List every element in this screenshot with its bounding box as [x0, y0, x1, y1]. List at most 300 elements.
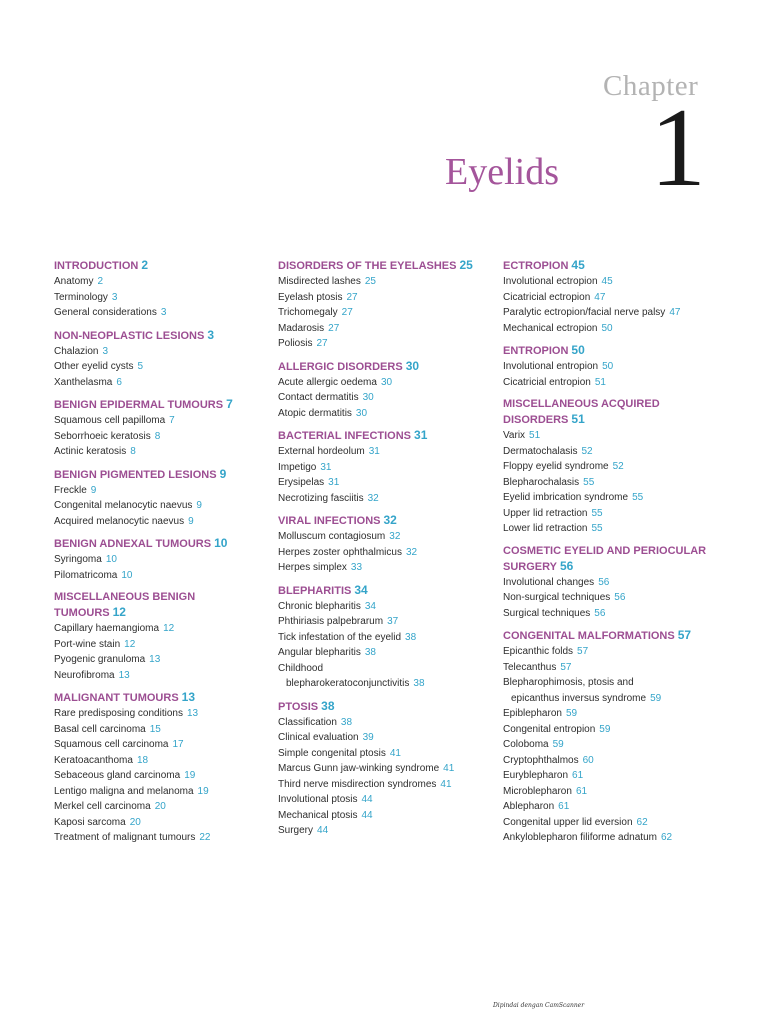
chapter-title: Eyelids [445, 151, 559, 193]
section-heading [54, 590, 269, 621]
section-heading-text: VIRAL INFECTIONS [278, 515, 381, 527]
entry-page-number: 47 [594, 291, 606, 303]
section-heading-text: MISCELLANEOUS ACQUIRED DISORDERS [503, 398, 660, 426]
toc-entry [278, 444, 493, 460]
entry-title: Squamous cell carcinoma [54, 739, 169, 750]
entry-page-number: 38 [405, 631, 417, 643]
entry-title: Marcus Gunn jaw-winking syndrome [278, 763, 440, 774]
entry-page-number: 45 [601, 276, 613, 287]
toc-entry [278, 630, 493, 646]
section-page-number: 34 [354, 582, 368, 597]
entry-page-number: 2 [97, 276, 104, 287]
toc-section [278, 513, 493, 576]
toc-entry [54, 429, 269, 445]
toc-entry [278, 290, 493, 306]
toc-entry [54, 413, 269, 429]
toc-entry [503, 428, 718, 444]
entry-page-number: 56 [614, 592, 626, 603]
entry-title: Surgery [278, 825, 314, 836]
entry-page-number: 3 [160, 307, 167, 318]
entry-page-number: 19 [184, 770, 196, 781]
toc-entry [503, 606, 718, 622]
entry-page-number: 19 [197, 785, 209, 797]
section-page-number: 13 [181, 690, 196, 704]
toc-entry [278, 529, 493, 545]
entry-page-number: 50 [602, 361, 614, 372]
section-heading [54, 328, 269, 344]
section-page-number: 31 [414, 428, 428, 442]
entry-page-number: 37 [387, 616, 399, 627]
toc-entry [54, 552, 269, 568]
toc-section [54, 397, 269, 460]
entry-page-number: 41 [440, 778, 452, 790]
toc-entry [278, 406, 493, 422]
section-heading [278, 359, 493, 375]
entry-title: Capillary haemangioma [54, 623, 160, 634]
entry-page-number: 44 [361, 794, 373, 805]
entry-page-number: 20 [154, 801, 166, 812]
toc-entry [54, 753, 269, 769]
entry-title: Upper lid retraction [503, 507, 588, 519]
entry-title: Ablepharon [503, 801, 555, 812]
toc-section [54, 467, 269, 530]
section-page-number: 10 [214, 536, 228, 550]
toc-section [54, 328, 269, 391]
section-heading [278, 583, 493, 599]
section-heading-text: CONGENITAL MALFORMATIONS [503, 630, 675, 642]
entry-page-number: 8 [130, 446, 136, 457]
toc-section [278, 359, 493, 422]
section-heading-text: DISORDERS OF THE EYELASHES [278, 260, 457, 272]
toc-entry [503, 521, 718, 537]
entry-page-number: 8 [154, 430, 161, 442]
entry-page-number: 57 [577, 646, 589, 657]
toc-entry [503, 644, 718, 660]
entry-page-number: 56 [594, 607, 606, 619]
toc-column-2 [278, 258, 493, 846]
toc-column-1 [54, 258, 269, 853]
entry-page-number: 32 [367, 492, 379, 504]
toc-section [278, 428, 493, 506]
toc-section [503, 544, 718, 622]
scanner-credit: Dipindai dengan CamScanner [493, 1002, 585, 1009]
entry-title: Squamous cell papilloma [54, 415, 166, 426]
entry-title: Necrotizing fasciitis [278, 492, 364, 504]
toc-entry [54, 637, 269, 653]
entry-title: Phthiriasis palpebrarum [278, 616, 384, 627]
section-heading-text: BENIGN ADNEXAL TUMOURS [54, 538, 212, 550]
section-heading-text: BLEPHARITIS [278, 584, 352, 597]
entry-title: Sebaceous gland carcinoma [54, 770, 181, 781]
toc-entry [54, 737, 269, 753]
entry-page-number: 59 [565, 708, 578, 719]
entry-page-number: 41 [389, 747, 401, 759]
entry-title: Floppy eyelid syndrome [503, 461, 609, 472]
toc-entry [278, 336, 493, 352]
section-page-number: 3 [207, 327, 215, 342]
entry-title: Tick infestation of the eyelid [278, 631, 402, 643]
entry-title: Mechanical ptosis [278, 809, 358, 821]
entry-title: Actinic keratosis [54, 446, 127, 457]
entry-page-number: 33 [350, 562, 363, 573]
entry-title: Simple congenital ptosis [278, 747, 386, 759]
entry-page-number: 12 [124, 638, 136, 650]
toc-entry [278, 761, 493, 777]
entry-title: blepharokeratoconjunctivitis [286, 678, 410, 689]
entry-title: Childhood [278, 662, 324, 674]
toc-section [54, 258, 269, 321]
toc-section [503, 397, 718, 537]
section-page-number: 32 [383, 513, 397, 527]
toc-entry [278, 321, 493, 337]
entry-page-number: 61 [575, 785, 588, 797]
section-page-number: 12 [112, 605, 126, 619]
entry-title: Epicanthic folds [503, 646, 574, 657]
entry-title: Anatomy [54, 276, 94, 287]
section-page-number: 30 [405, 358, 420, 373]
entry-page-number: 59 [599, 723, 611, 735]
section-heading [503, 397, 718, 428]
entry-page-number: 39 [362, 732, 374, 743]
entry-title: Herpes simplex [278, 562, 347, 573]
toc-entry [54, 668, 269, 684]
entry-page-number: 30 [362, 392, 374, 403]
toc-entry [278, 645, 493, 661]
toc-entry [503, 305, 718, 321]
entry-title: Acute allergic oedema [278, 376, 377, 388]
toc-entry [503, 444, 718, 460]
entry-title: Herpes zoster ophthalmicus [278, 546, 402, 558]
toc-section [278, 583, 493, 692]
entry-page-number: 44 [361, 809, 373, 821]
section-page-number: 57 [677, 628, 692, 642]
entry-page-number: 55 [591, 507, 603, 519]
toc-entry [278, 390, 493, 406]
section-heading-text: INTRODUCTION [54, 260, 139, 272]
entry-title: Freckle [54, 484, 87, 496]
toc-entry [278, 599, 493, 615]
entry-page-number: 57 [560, 661, 572, 673]
entry-page-number: 32 [405, 546, 418, 558]
section-heading [54, 536, 269, 552]
entry-title: Contact dermatitis [278, 392, 359, 403]
toc-entry [54, 274, 269, 290]
section-heading [54, 467, 269, 483]
entry-title: Chalazion [54, 345, 99, 357]
entry-page-number: 31 [368, 446, 380, 457]
entry-page-number: 15 [149, 723, 161, 735]
entry-page-number: 38 [340, 716, 353, 728]
toc-entry [54, 498, 269, 514]
toc-entry [54, 483, 269, 499]
entry-page-number: 31 [328, 477, 340, 488]
toc-entry [278, 614, 493, 630]
toc-entry [503, 737, 718, 753]
entry-page-number: 31 [320, 461, 332, 473]
entry-page-number: 10 [105, 554, 117, 565]
toc-entry [503, 590, 718, 606]
toc-entry [503, 359, 718, 375]
entry-title: Madarosis [278, 322, 325, 334]
entry-title: Involutional ptosis [278, 794, 358, 805]
toc-entry [278, 808, 493, 824]
entry-page-number: 3 [111, 291, 118, 303]
entry-title: Terminology [54, 291, 108, 303]
entry-title: Non-surgical techniques [503, 592, 611, 603]
entry-page-number: 59 [650, 692, 662, 704]
toc-entry [503, 575, 718, 591]
toc-entry [54, 375, 269, 391]
toc-entry [278, 475, 493, 491]
section-heading-text: BENIGN PIGMENTED LESIONS [54, 468, 217, 481]
entry-page-number: 50 [601, 322, 613, 334]
toc-entry [278, 730, 493, 746]
entry-title: Epiblepharon [503, 708, 562, 719]
entry-title: Euryblepharon [503, 770, 569, 781]
entry-page-number: 32 [389, 531, 401, 542]
entry-title: Misdirected lashes [278, 276, 361, 287]
entry-title: Third nerve misdirection syndromes [278, 778, 437, 790]
toc-section [503, 343, 718, 390]
toc-entry [278, 715, 493, 731]
toc-entry [54, 815, 269, 831]
toc-entry [503, 691, 718, 707]
entry-title: Pilomatricoma [54, 569, 118, 581]
entry-title: Clinical evaluation [278, 732, 359, 743]
section-heading [54, 397, 269, 413]
entry-page-number: 9 [90, 484, 97, 496]
chapter-number: 1 [650, 86, 706, 210]
section-page-number: 9 [219, 466, 227, 481]
entry-page-number: 61 [572, 770, 584, 781]
section-page-number: 7 [226, 397, 233, 411]
toc-entry [503, 722, 718, 738]
section-heading [503, 258, 718, 274]
entry-title: Cicatricial entropion [503, 376, 591, 388]
entry-page-number: 55 [632, 492, 644, 503]
entry-title: Dermatochalasis [503, 445, 578, 457]
entry-page-number: 47 [669, 307, 681, 318]
toc-entry [503, 274, 718, 290]
entry-page-number: 27 [341, 307, 353, 318]
entry-page-number: 52 [612, 461, 624, 472]
toc-entry [503, 830, 718, 846]
section-heading [503, 343, 718, 359]
entry-title: Pyogenic granuloma [54, 654, 146, 665]
toc-entry [278, 491, 493, 507]
entry-title: Kaposi sarcoma [54, 816, 126, 828]
entry-page-number: 22 [199, 832, 211, 843]
entry-title: External hordeolum [278, 446, 365, 457]
entry-page-number: 30 [355, 407, 368, 419]
entry-title: Involutional changes [503, 576, 595, 588]
entry-title: Neurofibroma [54, 669, 115, 681]
toc-entry [54, 652, 269, 668]
toc-section [54, 690, 269, 846]
entry-page-number: 25 [364, 276, 376, 287]
toc-entry [503, 675, 718, 691]
toc-section [54, 590, 269, 683]
entry-page-number: 18 [136, 754, 149, 766]
entry-title: Treatment of malignant tumours [54, 832, 196, 843]
section-heading-text: PTOSIS [278, 700, 319, 713]
entry-title: Keratoacanthoma [54, 754, 133, 766]
entry-title: Varix [503, 430, 526, 441]
toc-entry [278, 792, 493, 808]
entry-page-number: 44 [317, 825, 329, 836]
toc-entry [54, 722, 269, 738]
toc-section [54, 536, 269, 583]
toc-entry [54, 706, 269, 722]
chapter-label: Chapter [603, 70, 699, 102]
toc-entry [503, 799, 718, 815]
toc-entry [278, 560, 493, 576]
entry-title: Paralytic ectropion/facial nerve palsy [503, 307, 666, 318]
toc-entry [503, 475, 718, 491]
entry-title: Surgical techniques [503, 607, 591, 619]
entry-page-number: 12 [163, 623, 175, 634]
section-page-number: 51 [571, 412, 585, 426]
toc-entry [54, 621, 269, 637]
section-heading-text: MISCELLANEOUS BENIGN TUMOURS [54, 591, 196, 619]
entry-page-number: 41 [443, 763, 455, 774]
section-heading [278, 699, 493, 715]
entry-page-number: 13 [186, 708, 199, 719]
toc-entry [278, 375, 493, 391]
section-heading [503, 628, 718, 644]
entry-page-number: 56 [598, 576, 610, 588]
toc-entry [278, 460, 493, 476]
entry-page-number: 3 [102, 345, 109, 357]
entry-page-number: 7 [169, 415, 175, 426]
toc-entry [278, 305, 493, 321]
entry-title: Lentigo maligna and melanoma [54, 785, 194, 797]
entry-page-number: 27 [328, 322, 340, 334]
entry-page-number: 20 [129, 816, 141, 828]
entry-page-number: 5 [137, 361, 144, 372]
entry-page-number: 51 [594, 376, 606, 388]
toc-section [278, 699, 493, 839]
toc-entry [54, 305, 269, 321]
entry-page-number: 61 [558, 801, 570, 812]
entry-title: Cryptophthalmos [503, 754, 579, 766]
entry-page-number: 55 [583, 476, 595, 488]
entry-title: Coloboma [503, 739, 549, 750]
entry-page-number: 60 [582, 754, 594, 766]
entry-page-number: 13 [149, 654, 161, 665]
toc-entry [278, 274, 493, 290]
section-heading [503, 544, 718, 575]
toc-entry [503, 660, 718, 676]
entry-title: Erysipelas [278, 477, 325, 488]
section-heading [54, 690, 269, 706]
entry-title: Congenital upper lid eversion [503, 816, 633, 828]
entry-title: Involutional ectropion [503, 276, 598, 287]
section-heading-text: MALIGNANT TUMOURS [54, 692, 179, 704]
toc-entry [503, 768, 718, 784]
section-page-number: 50 [571, 343, 585, 357]
toc-section [503, 258, 718, 336]
section-heading [278, 513, 493, 529]
entry-page-number: 13 [118, 669, 130, 681]
entry-title: Cicatricial ectropion [503, 291, 591, 303]
entry-title: Merkel cell carcinoma [54, 801, 151, 812]
entry-title: Microblepharon [503, 785, 572, 797]
entry-title: Seborrhoeic keratosis [54, 430, 151, 442]
toc-entry [278, 676, 493, 692]
entry-title: Basal cell carcinoma [54, 723, 146, 735]
toc-entry [503, 321, 718, 337]
entry-page-number: 62 [660, 832, 673, 843]
toc-entry [503, 815, 718, 831]
toc-column-3 [503, 258, 718, 853]
entry-title: Eyelash ptosis [278, 291, 343, 303]
entry-title: Eyelid imbrication syndrome [503, 492, 629, 503]
entry-title: Involutional entropion [503, 361, 599, 372]
toc-entry [54, 830, 269, 846]
toc-entry [54, 799, 269, 815]
toc-entry [503, 459, 718, 475]
toc-entry [54, 344, 269, 360]
section-page-number: 38 [321, 698, 335, 713]
entry-title: Xanthelasma [54, 376, 113, 388]
entry-title: Other eyelid cysts [54, 361, 134, 372]
entry-page-number: 9 [196, 500, 202, 511]
entry-page-number: 34 [364, 600, 376, 612]
entry-title: Congenital melanocytic naevus [54, 500, 193, 511]
toc-entry [278, 746, 493, 762]
toc-entry [54, 359, 269, 375]
toc-entry [503, 784, 718, 800]
entry-page-number: 10 [121, 569, 133, 581]
toc-entry [278, 545, 493, 561]
entry-page-number: 38 [364, 647, 376, 658]
entry-title: Classification [278, 716, 337, 728]
section-heading [278, 428, 493, 444]
entry-title: Ankyloblepharon filiforme adnatum [503, 832, 657, 843]
toc-entry [503, 290, 718, 306]
toc-entry [503, 706, 718, 722]
entry-page-number: 38 [413, 678, 425, 689]
entry-page-number: 52 [581, 445, 593, 457]
entry-title: Congenital entropion [503, 723, 596, 735]
entry-title: Blepharophimosis, ptosis and [503, 677, 634, 688]
entry-title: Mechanical ectropion [503, 322, 598, 334]
entry-title: Blepharochalasis [503, 476, 580, 488]
entry-title: Telecanthus [503, 661, 557, 673]
entry-title: Angular blepharitis [278, 647, 361, 658]
toc-entry [54, 768, 269, 784]
toc-entry [54, 290, 269, 306]
entry-title: Rare predisposing conditions [54, 708, 183, 719]
entry-title: Poliosis [278, 338, 313, 349]
entry-title: General considerations [54, 307, 157, 318]
toc-section [503, 628, 718, 846]
section-page-number: 45 [571, 258, 585, 272]
section-page-number: 2 [141, 258, 149, 272]
entry-title: Chronic blepharitis [278, 600, 361, 612]
section-page-number: 25 [459, 258, 473, 272]
toc-entry [54, 444, 269, 460]
entry-title: Atopic dermatitis [278, 407, 352, 419]
toc-entry [503, 375, 718, 391]
entry-title: Impetigo [278, 461, 317, 473]
toc-entry [278, 777, 493, 793]
section-heading-text: NON-NEOPLASTIC LESIONS [54, 329, 205, 342]
entry-title: Syringoma [54, 554, 102, 565]
entry-title: Acquired melanocytic naevus [54, 515, 185, 527]
toc-entry [503, 753, 718, 769]
